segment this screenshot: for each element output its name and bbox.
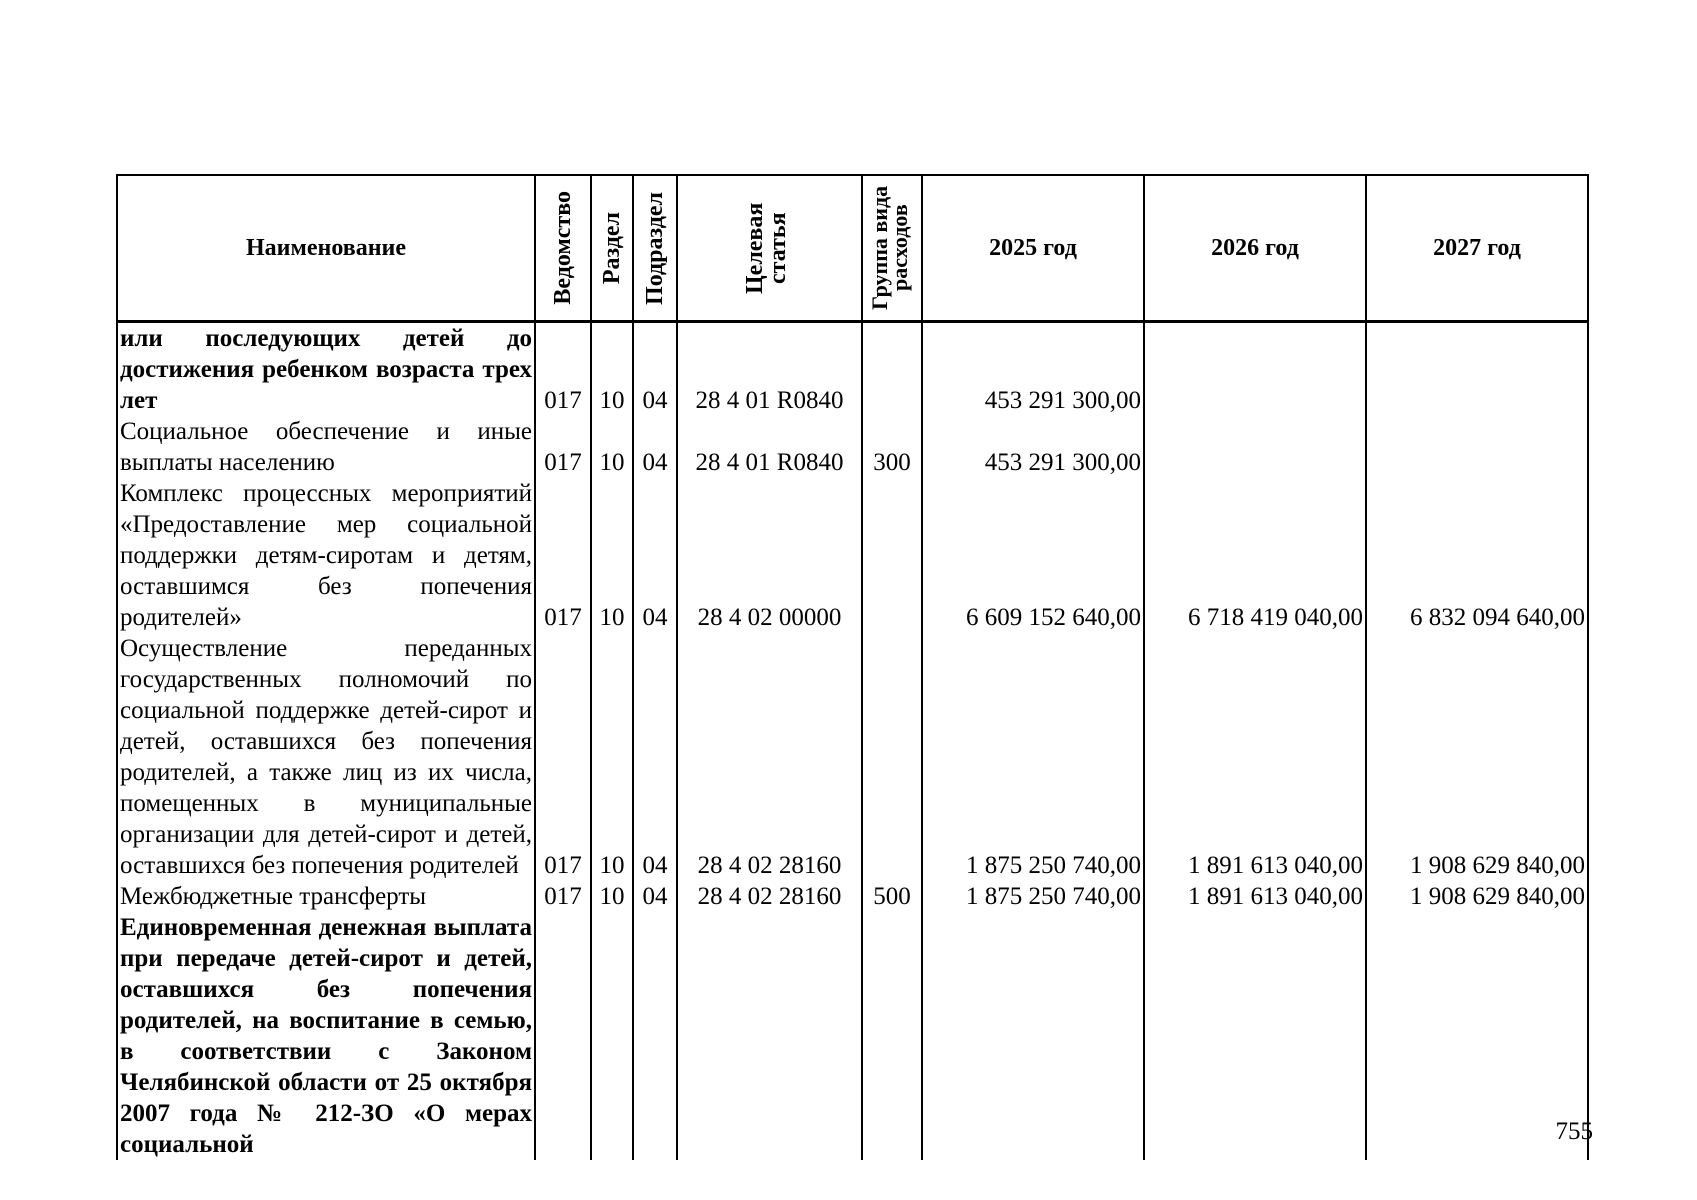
row-2026: 6 718 419 040,00 bbox=[1144, 478, 1366, 633]
row-razdel: 10 bbox=[591, 478, 633, 633]
header-2027: 2027 год bbox=[1366, 175, 1588, 322]
row-name: Комплекс процессных мероприятий «Предоставление мер социальной поддержки детям-сиротам и детям, оставшимся без попечения родителей» bbox=[117, 478, 535, 633]
row-statya: 28 4 02 28160 bbox=[677, 881, 862, 912]
budget-table bbox=[116, 174, 1589, 1160]
row-2026 bbox=[1144, 912, 1366, 1160]
table-row bbox=[117, 416, 1588, 478]
row-podrazdel bbox=[633, 912, 677, 1160]
row-podrazdel: 04 bbox=[633, 322, 677, 417]
table-row bbox=[117, 881, 1588, 912]
row-name: или последующих детей до достижения ребенком возраста трех лет bbox=[117, 322, 535, 417]
row-vedomstvo: 017 bbox=[535, 478, 591, 633]
header-name: Наименование bbox=[117, 175, 535, 322]
row-podrazdel: 04 bbox=[633, 633, 677, 881]
header-podrazdel: Подраздел bbox=[641, 191, 668, 305]
row-name: Осуществление переданных государственных полномочий по социальной поддержке детей-сирот и детей, оставшихся без попечения родителей, а также лиц из их числа, помещенных в муниципальные организации для детей-сирот и детей, оставшихся без попечения родителей bbox=[117, 633, 535, 881]
row-2025: 6 609 152 640,00 bbox=[922, 478, 1144, 633]
row-2027 bbox=[1366, 416, 1588, 478]
row-razdel: 10 bbox=[591, 633, 633, 881]
row-2025 bbox=[922, 912, 1144, 1160]
row-razdel bbox=[591, 912, 633, 1160]
row-2025: 1 875 250 740,00 bbox=[922, 633, 1144, 881]
row-razdel: 10 bbox=[591, 416, 633, 478]
table-row bbox=[117, 322, 1588, 417]
row-2027 bbox=[1366, 322, 1588, 417]
row-statya: 28 4 02 00000 bbox=[677, 478, 862, 633]
row-vedomstvo: 017 bbox=[535, 322, 591, 417]
row-name: Единовременная денежная выплата при передаче детей-сирот и детей, оставшихся без попечения родителей, на воспитание в семью, в соответствии с Законом Челябинской области от 25 октября 2007 года № 212-ЗО «О мерах социальной bbox=[117, 912, 535, 1160]
row-podrazdel: 04 bbox=[633, 416, 677, 478]
row-2027: 1 908 629 840,00 bbox=[1366, 881, 1588, 912]
row-statya: 28 4 01 R0840 bbox=[677, 322, 862, 417]
row-2027: 6 832 094 640,00 bbox=[1366, 478, 1588, 633]
header-2025: 2025 год bbox=[922, 175, 1144, 322]
row-razdel: 10 bbox=[591, 322, 633, 417]
row-gruppa bbox=[862, 912, 922, 1160]
row-2026 bbox=[1144, 416, 1366, 478]
row-2027: 1 908 629 840,00 bbox=[1366, 633, 1588, 881]
row-statya: 28 4 01 R0840 bbox=[677, 416, 862, 478]
row-vedomstvo: 017 bbox=[535, 881, 591, 912]
row-podrazdel: 04 bbox=[633, 881, 677, 912]
row-razdel: 10 bbox=[591, 881, 633, 912]
header-tselevaya-statya: Целевая статья bbox=[741, 202, 791, 294]
row-2026: 1 891 613 040,00 bbox=[1144, 633, 1366, 881]
row-vedomstvo: 017 bbox=[535, 633, 591, 881]
row-statya: 28 4 02 28160 bbox=[677, 633, 862, 881]
row-gruppa bbox=[862, 633, 922, 881]
row-2025: 453 291 300,00 bbox=[922, 416, 1144, 478]
table-row bbox=[117, 912, 1588, 1160]
table-row bbox=[117, 633, 1588, 881]
row-2026: 1 891 613 040,00 bbox=[1144, 881, 1366, 912]
header-gruppa-vida-raskhodov: Группа вида расходов bbox=[867, 185, 912, 311]
row-vedomstvo: 017 bbox=[535, 416, 591, 478]
table-row bbox=[117, 478, 1588, 633]
row-podrazdel: 04 bbox=[633, 478, 677, 633]
header-razdel: Раздел bbox=[598, 211, 625, 285]
row-statya bbox=[677, 912, 862, 1160]
page-number: 755 bbox=[1555, 1118, 1593, 1145]
header-row bbox=[117, 175, 1588, 322]
row-gruppa bbox=[862, 322, 922, 417]
row-name: Межбюджетные трансферты bbox=[117, 881, 535, 912]
row-gruppa bbox=[862, 478, 922, 633]
row-gruppa: 500 bbox=[862, 881, 922, 912]
row-2025: 453 291 300,00 bbox=[922, 322, 1144, 417]
header-2026: 2026 год bbox=[1144, 175, 1366, 322]
row-name: Социальное обеспечение и иные выплаты населению bbox=[117, 416, 535, 478]
row-vedomstvo bbox=[535, 912, 591, 1160]
row-gruppa: 300 bbox=[862, 416, 922, 478]
row-2025: 1 875 250 740,00 bbox=[922, 881, 1144, 912]
row-2026 bbox=[1144, 322, 1366, 417]
header-vedomstvo: Ведомство bbox=[549, 191, 576, 305]
